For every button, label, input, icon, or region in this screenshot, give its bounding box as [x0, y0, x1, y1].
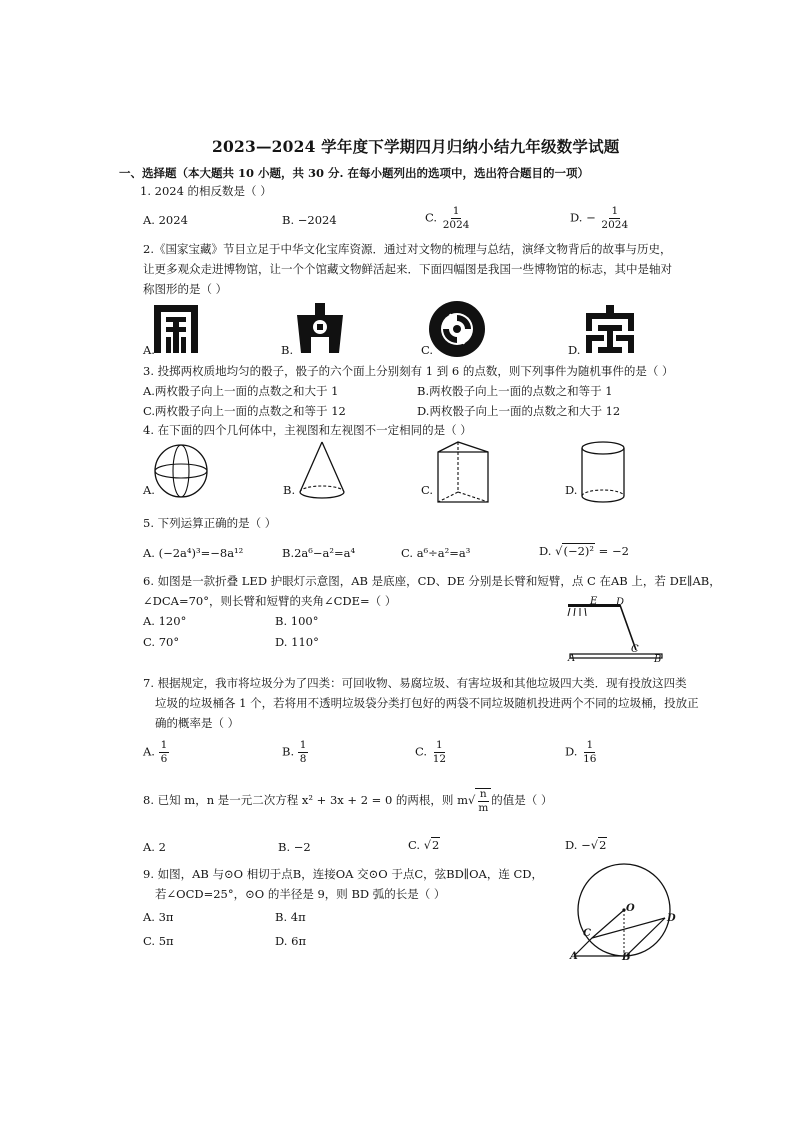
q6-option-d: D. 110° — [275, 635, 319, 649]
triangular-prism-icon — [436, 440, 490, 504]
q8-radical-fraction — [475, 788, 491, 814]
q3-option-d: D.两枚骰子向上一面的点数之和大于 12 — [417, 404, 621, 418]
q8-option-d-radicand: 2 — [599, 838, 607, 852]
q4-option-a: A. — [143, 483, 155, 497]
q2-option-d: D. — [568, 343, 581, 357]
q7-option-b — [282, 740, 308, 765]
sqrt-icon: √ — [590, 838, 599, 852]
q2-line-1: 2.《国家宝藏》节目立足于中华文化宝库资源．通过对文物的梳理与总结，演绎文物背后的故事与历史， — [143, 242, 672, 256]
section-heading: 一、选择题（本大题共 10 小题，共 30 分. 在每小题列出的选项中，选出符合题目的一项） — [119, 166, 590, 180]
q1-option-d — [570, 206, 630, 231]
q7-option-a-numerator: 1 — [159, 740, 170, 753]
q2-option-a: A. — [143, 343, 155, 357]
q5-option-b: B.2a⁶−a²=a⁴ — [282, 546, 356, 560]
q6-fig-label-e: E — [590, 596, 598, 607]
q7-option-c — [415, 740, 448, 765]
sphere-icon — [153, 443, 209, 499]
cylinder-icon — [580, 440, 626, 504]
q5-stem: 5. 下列运算正确的是（ ） — [143, 516, 277, 530]
q7-option-d-label: D. — [565, 744, 578, 759]
q7-option-c-numerator: 1 — [434, 740, 445, 753]
q7-option-a-fraction — [159, 740, 170, 765]
q9-fig-label-o: O — [626, 903, 635, 914]
q6-line-1: 6. 如图是一款折叠 LED 护眼灯示意图，AB 是底座，CD、DE 分别是长臂和短臂，点 C 在AB 上，若 DE∥AB， — [143, 574, 721, 588]
q9-line-1: 9. 如图，AB 与⊙O 相切于点B，连接OA 交⊙O 于点C，弦BD∥OA，连 CD， — [143, 867, 544, 881]
q8-option-b: B. −2 — [278, 840, 311, 854]
q8-stem-pre: 8. 已知 m，n 是一元二次方程 x² + 3x + 2 = 0 的两根，则 m — [143, 793, 468, 808]
q1-option-d-denominator: 2024 — [601, 219, 629, 232]
museum-logo-c-icon — [428, 300, 486, 358]
circle-tangent-figure — [566, 852, 678, 964]
cone-icon — [297, 440, 347, 502]
q5-option-c: C. a⁶÷a²=a³ — [401, 546, 471, 560]
q7-line-2: 垃圾的垃圾桶各 1 个，若将用不透明垃圾袋分类打包好的两袋不同垃圾随机投进两个不同的垃圾桶，投放正 — [155, 696, 699, 710]
q1-option-d-label: D. − — [570, 210, 596, 225]
q3-stem: 3. 投掷两枚质地均匀的骰子，骰子的六个面上分别刻有 1 到 6 的点数，则下列事件为随机事件的是（ ） — [143, 364, 674, 378]
q9-fig-label-c: C — [583, 928, 591, 939]
q9-line-2: 若∠OCD=25°，⊙O 的半径是 9，则 BD 弧的长是（ ） — [155, 887, 446, 901]
q1-option-d-fraction — [599, 206, 630, 231]
q7-option-d-numerator: 1 — [584, 740, 595, 753]
q4-option-c: C. — [421, 483, 434, 497]
page-title: 2023—2024 学年度下学期四月归纳小结九年级数学试题 — [212, 137, 620, 156]
q8-option-d-label: D. − — [565, 838, 591, 852]
q5-option-d-label: D. — [539, 544, 552, 558]
q3-option-c: C.两枚骰子向上一面的点数之和等于 12 — [143, 404, 346, 418]
q2-line-3: 称图形的是（ ） — [143, 282, 228, 296]
q7-option-b-numerator: 1 — [298, 740, 309, 753]
q8-option-a: A. 2 — [143, 840, 166, 854]
q1-option-a: A. 2024 — [143, 213, 188, 227]
q8-stem-post: 的值是（ ） — [491, 793, 553, 808]
q9-option-d: D. 6π — [275, 934, 306, 948]
q1-option-c-denominator: 2024 — [442, 219, 470, 232]
q1-option-c-fraction — [441, 206, 472, 231]
q1-option-b: B. −2024 — [282, 213, 337, 227]
q8-radical-denominator: m — [478, 802, 489, 815]
q8-option-c-radicand: 2 — [432, 838, 440, 852]
q1-option-c-numerator: 1 — [451, 206, 462, 219]
q7-option-d-denominator: 16 — [583, 753, 597, 766]
q6-fig-label-d: D — [616, 597, 625, 608]
q1-option-c-label: C. — [425, 210, 438, 225]
q6-option-b: B. 100° — [275, 614, 319, 628]
q1-option-c — [425, 206, 471, 231]
q1-stem: 1. 2024 的相反数是（ ） — [140, 184, 272, 198]
q5-option-d-rest: = −2 — [598, 544, 629, 558]
q7-line-1: 7. 根据规定，我市将垃圾分为了四类：可回收物、易腐垃圾、有害垃圾和其他垃圾四大类．现有投放这四类 — [143, 676, 687, 690]
q5-option-d — [539, 544, 629, 558]
q2-option-c: C. — [421, 343, 434, 357]
q7-option-d-fraction — [581, 740, 598, 765]
q7-line-3: 确的概率是（ ） — [155, 716, 240, 730]
q8-option-c-label: C. — [408, 838, 421, 852]
q4-option-b: B. — [283, 483, 296, 497]
q7-option-b-fraction — [298, 740, 309, 765]
q3-option-b: B.两枚骰子向上一面的点数之和等于 1 — [417, 384, 613, 398]
q6-option-a: A. 120° — [143, 614, 187, 628]
q8-stem — [143, 788, 552, 814]
q7-option-b-denominator: 8 — [299, 753, 307, 766]
q8-option-c — [408, 838, 440, 852]
q4-stem: 4. 在下面的四个几何体中，主视图和左视图不一定相同的是（ ） — [143, 423, 472, 437]
q7-option-a-denominator: 6 — [160, 753, 168, 766]
q6-fig-label-c: C — [631, 644, 639, 655]
museum-logo-d-icon — [582, 305, 638, 355]
q8-option-d — [565, 838, 607, 852]
museum-logo-a-icon — [152, 303, 200, 355]
sqrt-icon: √ — [423, 838, 432, 852]
q9-option-b: B. 4π — [275, 910, 306, 924]
q7-option-a-label: A. — [143, 744, 155, 759]
q5-option-a: A. (−2a⁴)³=−8a¹² — [143, 546, 244, 560]
q9-fig-label-b: B — [622, 952, 631, 963]
q7-option-d — [565, 740, 599, 765]
museum-logo-b-icon — [293, 303, 347, 355]
q7-option-c-denominator: 12 — [432, 753, 447, 766]
q5-option-d-radicand: (−2)² — [563, 544, 594, 558]
q7-option-a — [143, 740, 169, 765]
sqrt-icon: √ — [555, 544, 563, 558]
q2-option-b: B. — [281, 343, 294, 357]
q8-radical-numerator: n — [478, 789, 489, 802]
q6-fig-label-a: A — [568, 653, 576, 664]
q6-line-2: ∠DCA=70°，则长臂和短臂的夹角∠CDE=（ ） — [143, 594, 397, 608]
q4-option-d: D. — [565, 483, 578, 497]
q3-option-a: A.两枚骰子向上一面的点数之和大于 1 — [143, 384, 339, 398]
sqrt-icon: √ — [468, 793, 476, 808]
q7-option-c-label: C. — [415, 744, 428, 759]
q9-option-c: C. 5π — [143, 934, 174, 948]
q1-option-d-numerator: 1 — [609, 206, 620, 219]
q6-option-c: C. 70° — [143, 635, 180, 649]
q6-fig-label-b: B — [654, 654, 662, 665]
q9-option-a: A. 3π — [143, 910, 174, 924]
q2-line-2: 让更多观众走进博物馆，让一个个馆藏文物鲜活起来．下面四幅图是我国一些博物馆的标志，其中是轴对 — [143, 262, 672, 276]
q7-option-c-fraction — [431, 740, 448, 765]
q9-fig-label-a: A — [570, 951, 578, 962]
q9-fig-label-d: D — [667, 913, 676, 924]
q7-option-b-label: B. — [282, 744, 295, 759]
